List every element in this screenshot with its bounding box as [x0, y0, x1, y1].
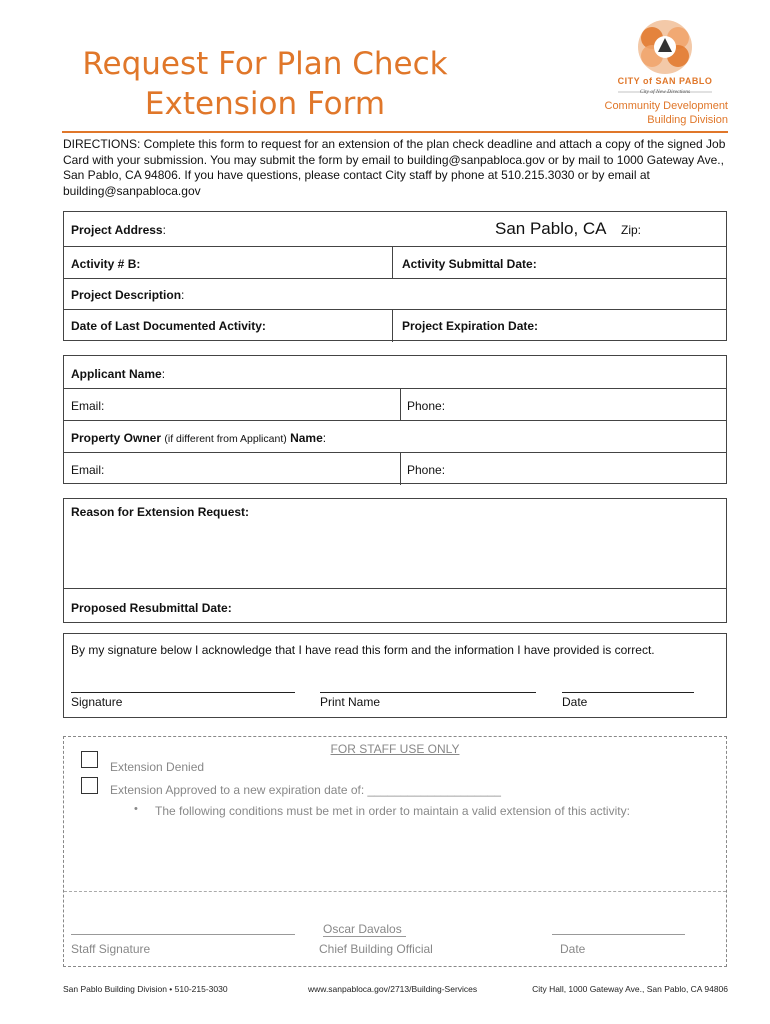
extension-approved-label: Extension Approved to a new expiration date of: ____________________ [110, 783, 501, 797]
project-description-label: Project Description [71, 288, 182, 302]
staff-signature-line [71, 934, 295, 935]
applicant-email-label: Email: [71, 399, 105, 413]
city-seal-logo [600, 18, 730, 98]
date-line [562, 692, 694, 693]
applicant-section [63, 355, 727, 484]
resubmittal-date-label: Proposed Resubmittal Date: [71, 601, 232, 615]
city-state-value: San Pablo, CA [495, 219, 607, 238]
extension-approved-checkbox[interactable] [81, 777, 98, 794]
reason-label: Reason for Extension Request: [71, 505, 250, 519]
department-name [605, 99, 729, 127]
department-line-2: Building Division [647, 114, 728, 126]
zip-label: Zip: [621, 223, 642, 237]
condition-bullet: • [134, 803, 138, 815]
signature-line [71, 692, 295, 693]
applicant-contact-row [64, 388, 726, 420]
property-owner-note: (if different from Applicant) [164, 433, 287, 445]
staff-use-title: FOR STAFF USE ONLY [330, 742, 460, 756]
department-line-1: Community Development [604, 100, 728, 112]
footer-website[interactable]: www.sanpabloca.gov/2713/Building-Services [308, 984, 478, 994]
owner-contact-row [64, 452, 726, 485]
project-section [63, 211, 727, 341]
directions-text: DIRECTIONS: Complete this form to request for an extension of the plan check deadline and attach a copy of the signed Job Card with your submission. You may submit the form by email to building@sanpabloca.gov or by mail to 1000 Gateway Ave., San Pablo, CA 94806. If you have questions, please contact City staff by phone at 510.215.3030 or by email at building@sanpabloca.gov [63, 137, 726, 198]
project-description-row [64, 278, 726, 309]
staff-signature-label: Staff Signature [71, 942, 151, 956]
project-address-colon: : [162, 223, 166, 237]
staff-use-section [63, 736, 727, 967]
staff-date-line [552, 934, 685, 935]
resubmittal-row [64, 588, 726, 624]
logo-tagline: City of New Directions [639, 89, 691, 95]
last-activity-date-label: Date of Last Documented Activity: [71, 319, 266, 333]
reason-section [63, 498, 727, 623]
extension-denied-checkbox[interactable] [81, 751, 98, 768]
title-line-1: Request For Plan Check [82, 46, 448, 82]
official-name-underline [323, 936, 406, 937]
header-divider [62, 131, 728, 133]
reason-row [64, 499, 726, 588]
project-address-row [64, 212, 726, 246]
owner-email-label: Email: [71, 463, 105, 477]
print-name-line [320, 692, 536, 693]
property-owner-name-label: Name [290, 431, 323, 445]
title-line-2: Extension Form [144, 86, 386, 122]
property-owner-label: Property Owner [71, 431, 162, 445]
logo-name: CITY of SAN PABLO [617, 76, 713, 86]
condition-text: The following conditions must be met in order to maintain a valid extension of this activity: [155, 804, 630, 818]
project-description-colon: : [181, 288, 185, 302]
activity-dates-row [64, 309, 726, 342]
applicant-phone-label: Phone: [407, 399, 446, 413]
property-owner-row [64, 420, 726, 452]
activity-row [64, 246, 726, 278]
applicant-name-row [64, 356, 726, 388]
applicant-name-label: Applicant Name [71, 367, 162, 381]
activity-submittal-date-label: Activity Submittal Date: [402, 257, 537, 271]
signature-label: Signature [71, 695, 123, 709]
signature-section [63, 633, 727, 718]
owner-phone-label: Phone: [407, 463, 446, 477]
official-title: Chief Building Official [319, 942, 433, 956]
activity-number-label: Activity # B: [71, 257, 141, 271]
form-title [70, 44, 460, 124]
acknowledgement-text: By my signature below I acknowledge that I have read this form and the information I have provided is correct. [71, 643, 655, 657]
property-owner-colon: : [322, 431, 327, 445]
extension-denied-label: Extension Denied [110, 760, 205, 774]
official-name: Oscar Davalos [323, 922, 402, 936]
footer-address: City Hall, 1000 Gateway Ave., San Pablo, CA 94806 [532, 984, 728, 994]
applicant-name-colon: : [161, 367, 166, 381]
staff-date-label: Date [560, 942, 586, 956]
print-name-label: Print Name [320, 695, 381, 709]
date-label: Date [562, 695, 588, 709]
project-address-label: Project Address [71, 223, 163, 237]
project-expiration-date-label: Project Expiration Date: [402, 319, 539, 333]
staff-inner-divider [64, 891, 726, 892]
footer-contact: San Pablo Building Division • 510-215-3030 [63, 984, 228, 994]
